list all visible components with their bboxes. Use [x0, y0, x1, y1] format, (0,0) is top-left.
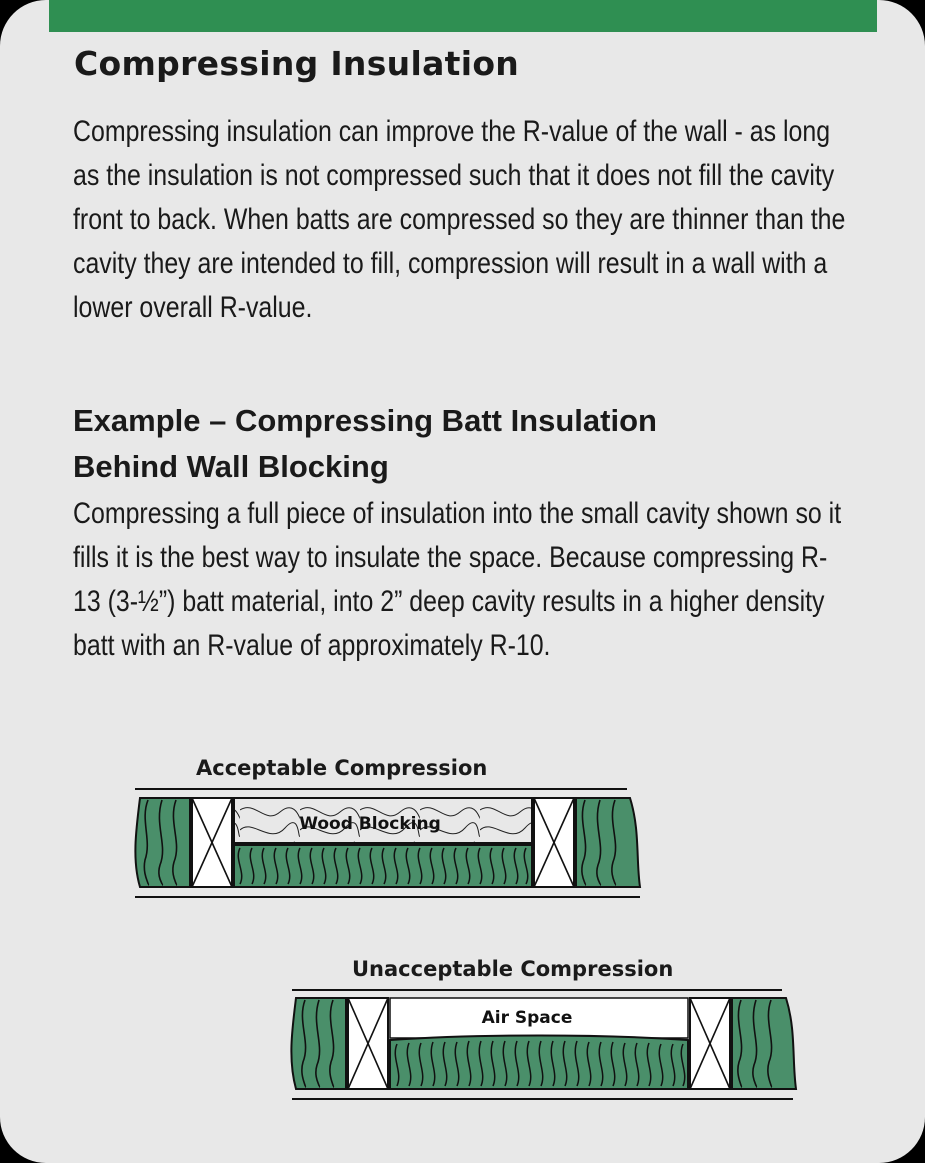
wall-stud-right	[534, 798, 574, 887]
compressed-batt	[234, 845, 532, 887]
unacceptable-diagram-title: Unacceptable Compression	[352, 957, 674, 981]
example-paragraph: Compressing a full piece of insulation into the small cavity shown so it fills it is the best way to insulate the space. Because compressing R-13 (3-½”) batt material, into 2” deep cavity results in a higher density batt with an R-value of approximately R-10.	[73, 497, 842, 662]
example-heading-line-1: Example – Compressing Batt Insulation	[73, 403, 657, 438]
wall-stud-right	[690, 998, 730, 1089]
unacceptable-compression-diagram	[291, 990, 796, 1099]
wood-blocking	[234, 798, 532, 843]
wall-stud-left	[348, 998, 388, 1089]
air-space-label: Air Space	[481, 1008, 573, 1028]
insulation-batt-left	[291, 998, 346, 1089]
acceptable-compression-diagram	[135, 789, 640, 897]
compressed-batt	[390, 1036, 688, 1090]
insulation-batt-left	[135, 798, 190, 887]
insulation-batt-right	[732, 998, 796, 1089]
acceptable-diagram-title: Acceptable Compression	[196, 756, 488, 780]
insulation-batt-right	[576, 798, 640, 887]
wall-stud-left	[192, 798, 232, 887]
page-title: Compressing Insulation	[74, 44, 520, 83]
air-space	[390, 998, 688, 1038]
wood-blocking-label: Wood Blocking	[299, 814, 441, 834]
example-heading-line-2: Behind Wall Blocking	[73, 449, 389, 484]
intro-paragraph: Compressing insulation can improve the R-value of the wall - as long as the insulation is not compressed such that it does not fill the cavity front to back. When batts are compressed so they are thinner than the cavity they are intended to fill, compression will result in a wall with a lower overall R-value.	[73, 115, 846, 324]
